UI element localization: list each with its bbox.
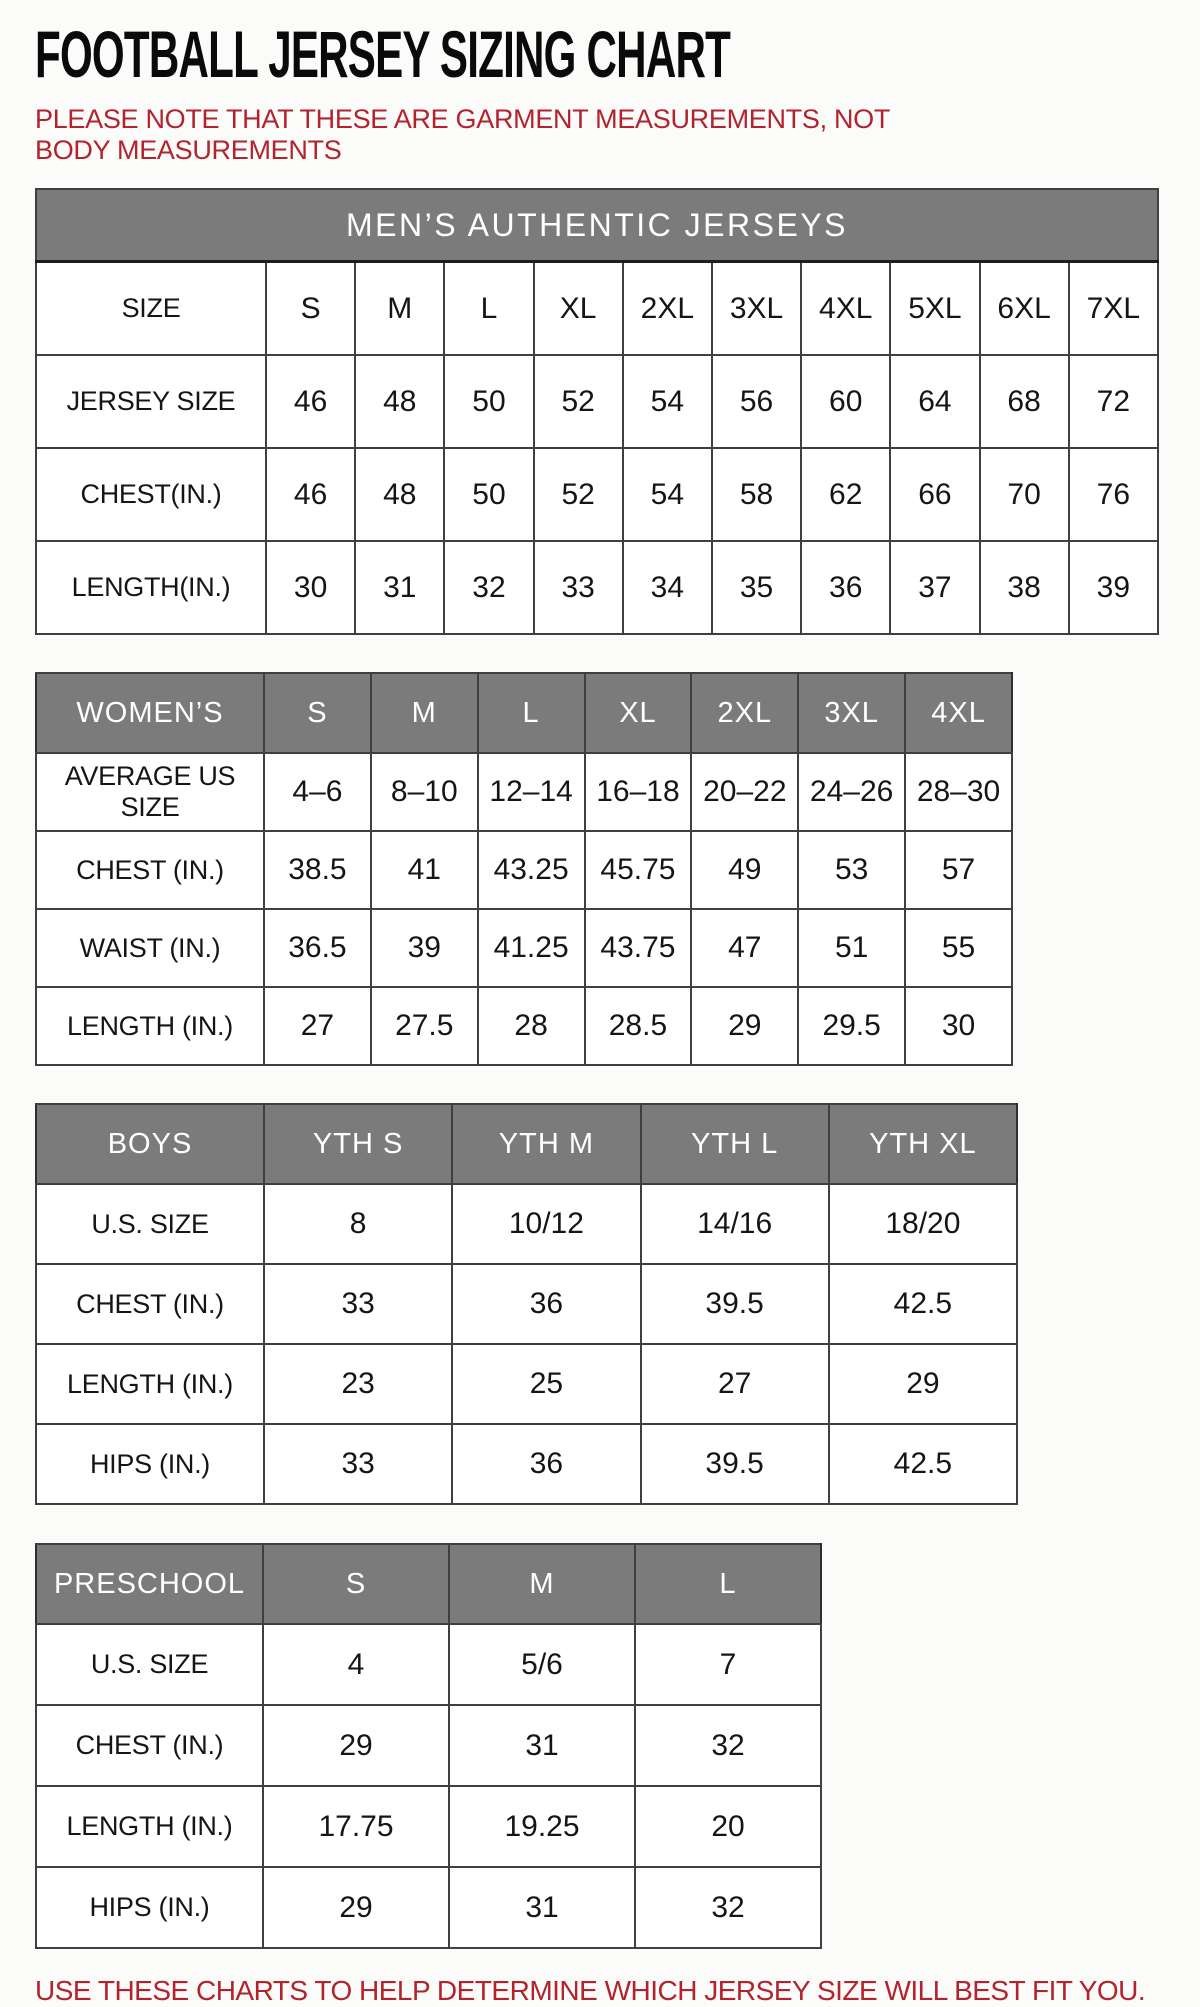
table-row bbox=[36, 1424, 1017, 1504]
value-cell: 4XL bbox=[801, 262, 890, 356]
value-cell: 4–6 bbox=[264, 753, 371, 831]
row-label: CHEST (IN.) bbox=[36, 1705, 263, 1786]
value-cell: 7 bbox=[635, 1624, 821, 1705]
row-label: WAIST (IN.) bbox=[36, 909, 264, 987]
row-label: HIPS (IN.) bbox=[36, 1424, 264, 1504]
value-cell: 51 bbox=[798, 909, 905, 987]
size-header-row bbox=[36, 1104, 1017, 1184]
value-cell: 60 bbox=[801, 355, 890, 448]
size-column-header: M bbox=[449, 1544, 635, 1624]
size-column-header: S bbox=[263, 1544, 449, 1624]
table-header-label: PRESCHOOL bbox=[36, 1544, 263, 1624]
value-cell: 57 bbox=[905, 831, 1012, 909]
row-label: LENGTH (IN.) bbox=[36, 1344, 264, 1424]
value-cell: 52 bbox=[534, 355, 623, 448]
value-cell: 31 bbox=[449, 1867, 635, 1948]
value-cell: 41 bbox=[371, 831, 478, 909]
size-column-header: XL bbox=[585, 673, 692, 753]
preschool-sizing-table bbox=[35, 1543, 822, 1949]
value-cell: 43.25 bbox=[478, 831, 585, 909]
value-cell: 20–22 bbox=[691, 753, 798, 831]
value-cell: 62 bbox=[801, 448, 890, 541]
size-header-row bbox=[36, 1544, 821, 1624]
value-cell: 39 bbox=[371, 909, 478, 987]
womens-sizing-table bbox=[35, 672, 1013, 1066]
value-cell: 33 bbox=[264, 1264, 452, 1344]
size-column-header: M bbox=[371, 673, 478, 753]
table-header-label: WOMEN’S bbox=[36, 673, 264, 753]
size-column-header: YTH M bbox=[452, 1104, 640, 1184]
value-cell: 2XL bbox=[623, 262, 712, 356]
value-cell: M bbox=[355, 262, 444, 356]
row-label: U.S. SIZE bbox=[36, 1624, 263, 1705]
value-cell: 64 bbox=[890, 355, 979, 448]
value-cell: 46 bbox=[266, 355, 355, 448]
table-row bbox=[36, 831, 1012, 909]
value-cell: 66 bbox=[890, 448, 979, 541]
value-cell: 29 bbox=[263, 1705, 449, 1786]
table-row bbox=[36, 753, 1012, 831]
value-cell: 5XL bbox=[890, 262, 979, 356]
value-cell: 36 bbox=[452, 1264, 640, 1344]
value-cell: 24–26 bbox=[798, 753, 905, 831]
value-cell: 19.25 bbox=[449, 1786, 635, 1867]
value-cell: 33 bbox=[264, 1424, 452, 1504]
value-cell: 42.5 bbox=[829, 1424, 1017, 1504]
table-row bbox=[36, 1184, 1017, 1264]
value-cell: 32 bbox=[635, 1705, 821, 1786]
value-cell: 48 bbox=[355, 355, 444, 448]
page-title: FOOTBALL JERSEY SIZING CHART bbox=[35, 18, 731, 92]
value-cell: 39 bbox=[1069, 541, 1158, 634]
value-cell: 3XL bbox=[712, 262, 801, 356]
size-column-header: 3XL bbox=[798, 673, 905, 753]
value-cell: 68 bbox=[980, 355, 1069, 448]
row-label: AVERAGE US SIZE bbox=[36, 753, 264, 831]
boys-sizing-table bbox=[35, 1103, 1018, 1505]
value-cell: 28 bbox=[478, 987, 585, 1065]
value-cell: 34 bbox=[623, 541, 712, 634]
table-row bbox=[36, 448, 1158, 541]
row-label: HIPS (IN.) bbox=[36, 1867, 263, 1948]
size-header-row bbox=[36, 673, 1012, 753]
value-cell: 52 bbox=[534, 448, 623, 541]
row-label: JERSEY SIZE bbox=[36, 355, 266, 448]
value-cell: 12–14 bbox=[478, 753, 585, 831]
value-cell: 54 bbox=[623, 448, 712, 541]
row-label: LENGTH (IN.) bbox=[36, 987, 264, 1065]
value-cell: 5/6 bbox=[449, 1624, 635, 1705]
row-label: LENGTH (IN.) bbox=[36, 1786, 263, 1867]
value-cell: 54 bbox=[623, 355, 712, 448]
value-cell: 18/20 bbox=[829, 1184, 1017, 1264]
value-cell: 4 bbox=[263, 1624, 449, 1705]
value-cell: 29 bbox=[691, 987, 798, 1065]
value-cell: 36.5 bbox=[264, 909, 371, 987]
row-label: LENGTH(IN.) bbox=[36, 541, 266, 634]
value-cell: 29 bbox=[829, 1344, 1017, 1424]
value-cell: 14/16 bbox=[641, 1184, 829, 1264]
value-cell: 42.5 bbox=[829, 1264, 1017, 1344]
size-column-header: L bbox=[635, 1544, 821, 1624]
value-cell: 50 bbox=[444, 355, 533, 448]
value-cell: 32 bbox=[635, 1867, 821, 1948]
table-row bbox=[36, 541, 1158, 634]
garment-measurement-note: PLEASE NOTE THAT THESE ARE GARMENT MEASUREMENTS, NOT BODY MEASUREMENTS bbox=[35, 104, 890, 166]
value-cell: 38.5 bbox=[264, 831, 371, 909]
value-cell: 39.5 bbox=[641, 1424, 829, 1504]
value-cell: 32 bbox=[444, 541, 533, 634]
table-row bbox=[36, 1624, 821, 1705]
size-column-header: 2XL bbox=[691, 673, 798, 753]
value-cell: 76 bbox=[1069, 448, 1158, 541]
table-banner: MEN’S AUTHENTIC JERSEYS bbox=[36, 189, 1158, 262]
value-cell: 30 bbox=[905, 987, 1012, 1065]
value-cell: 41.25 bbox=[478, 909, 585, 987]
size-column-header: L bbox=[478, 673, 585, 753]
value-cell: 23 bbox=[264, 1344, 452, 1424]
row-label: CHEST(IN.) bbox=[36, 448, 266, 541]
table-row bbox=[36, 1264, 1017, 1344]
value-cell: XL bbox=[534, 262, 623, 356]
value-cell: 31 bbox=[355, 541, 444, 634]
value-cell: 27.5 bbox=[371, 987, 478, 1065]
value-cell: 50 bbox=[444, 448, 533, 541]
value-cell: S bbox=[266, 262, 355, 356]
value-cell: 48 bbox=[355, 448, 444, 541]
table-row bbox=[36, 1705, 821, 1786]
value-cell: 16–18 bbox=[585, 753, 692, 831]
table-row bbox=[36, 1344, 1017, 1424]
row-label: U.S. SIZE bbox=[36, 1184, 264, 1264]
value-cell: 46 bbox=[266, 448, 355, 541]
mens-authentic-jerseys-table bbox=[35, 188, 1159, 635]
table-row bbox=[36, 1867, 821, 1948]
value-cell: 39.5 bbox=[641, 1264, 829, 1344]
size-column-header: 4XL bbox=[905, 673, 1012, 753]
value-cell: 27 bbox=[641, 1344, 829, 1424]
value-cell: 33 bbox=[534, 541, 623, 634]
value-cell: 53 bbox=[798, 831, 905, 909]
value-cell: 38 bbox=[980, 541, 1069, 634]
value-cell: 30 bbox=[266, 541, 355, 634]
value-cell: 25 bbox=[452, 1344, 640, 1424]
value-cell: 35 bbox=[712, 541, 801, 634]
table-row bbox=[36, 909, 1012, 987]
title-block bbox=[35, 18, 1165, 92]
value-cell: 47 bbox=[691, 909, 798, 987]
size-column-header: S bbox=[264, 673, 371, 753]
value-cell: 27 bbox=[264, 987, 371, 1065]
table-header-label: BOYS bbox=[36, 1104, 264, 1184]
value-cell: 70 bbox=[980, 448, 1069, 541]
table-row bbox=[36, 355, 1158, 448]
value-cell: 6XL bbox=[980, 262, 1069, 356]
value-cell: 29.5 bbox=[798, 987, 905, 1065]
value-cell: 29 bbox=[263, 1867, 449, 1948]
value-cell: 31 bbox=[449, 1705, 635, 1786]
size-column-header: YTH S bbox=[264, 1104, 452, 1184]
size-column-header: YTH L bbox=[641, 1104, 829, 1184]
value-cell: 45.75 bbox=[585, 831, 692, 909]
value-cell: 17.75 bbox=[263, 1786, 449, 1867]
value-cell: 43.75 bbox=[585, 909, 692, 987]
table-row bbox=[36, 1786, 821, 1867]
value-cell: L bbox=[444, 262, 533, 356]
value-cell: 28.5 bbox=[585, 987, 692, 1065]
table-banner-row bbox=[36, 189, 1158, 262]
value-cell: 55 bbox=[905, 909, 1012, 987]
value-cell: 10/12 bbox=[452, 1184, 640, 1264]
value-cell: 36 bbox=[801, 541, 890, 634]
value-cell: 56 bbox=[712, 355, 801, 448]
value-cell: 36 bbox=[452, 1424, 640, 1504]
size-column-header: YTH XL bbox=[829, 1104, 1017, 1184]
value-cell: 20 bbox=[635, 1786, 821, 1867]
value-cell: 8–10 bbox=[371, 753, 478, 831]
row-label: SIZE bbox=[36, 262, 266, 356]
value-cell: 72 bbox=[1069, 355, 1158, 448]
table-row bbox=[36, 987, 1012, 1065]
value-cell: 7XL bbox=[1069, 262, 1158, 356]
footer-note: USE THESE CHARTS TO HELP DETERMINE WHICH JERSEY SIZE WILL BEST FIT YOU. bbox=[35, 1975, 1146, 2007]
value-cell: 58 bbox=[712, 448, 801, 541]
row-label: CHEST (IN.) bbox=[36, 831, 264, 909]
row-label: CHEST (IN.) bbox=[36, 1264, 264, 1344]
value-cell: 8 bbox=[264, 1184, 452, 1264]
value-cell: 28–30 bbox=[905, 753, 1012, 831]
value-cell: 37 bbox=[890, 541, 979, 634]
value-cell: 49 bbox=[691, 831, 798, 909]
table-row bbox=[36, 262, 1158, 356]
